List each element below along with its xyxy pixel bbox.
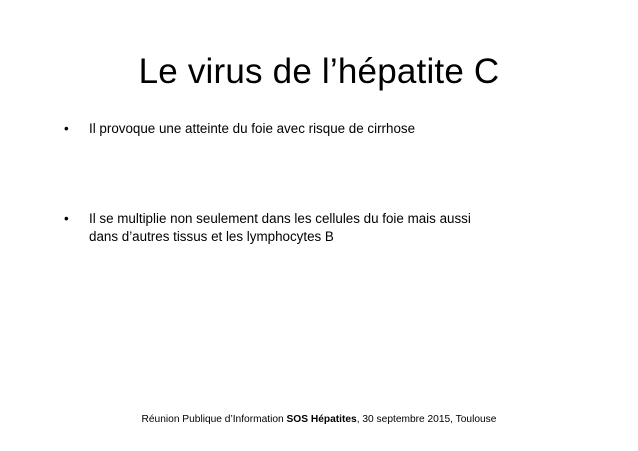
bullet-text [89,120,564,138]
bullet-item [64,120,564,138]
slide-title: Le virus de l’hépatite C [138,52,500,91]
bullet-line: Il provoque une atteinte du foie avec risque de cirrhose [89,121,416,136]
bullet-marker: • [64,121,69,136]
slide-footer [0,413,638,427]
bullet-line: dans d’autres tissus et les lymphocytes B [89,229,334,244]
bullet-line: Il se multiplie non seulement dans les cellules du foie mais aussi [89,211,471,226]
bullet-item [64,210,564,246]
bullet-text [89,210,564,246]
footer-suffix: , 30 septembre 2015, Toulouse [356,414,497,425]
footer-prefix: Réunion Publique d’Information [141,414,287,425]
bullet-marker: • [64,211,69,226]
footer-organization: SOS Hépatites [286,414,357,425]
